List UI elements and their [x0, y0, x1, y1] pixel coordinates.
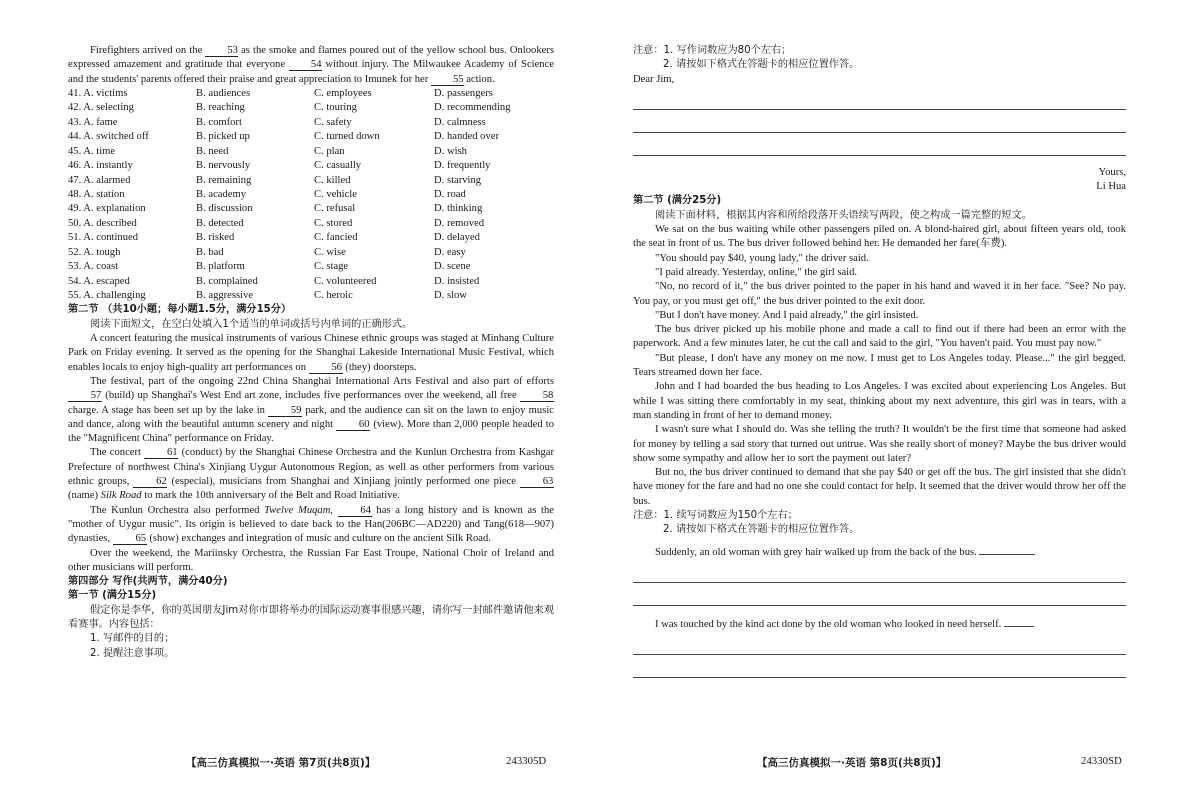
story-paragraph: "But I don't have money. And I paid already," the girl insisted. — [655, 309, 919, 321]
grammar-paragraph-5: Over the weekend, the Mariinsky Orchestra, the Russian Far East Troupe, National Choir of Ireland and other musicians will perform. — [68, 547, 554, 573]
writing-prompt: 假定你是李华，你的英国朋友Jim对你市即将举办的国际运动赛事很感兴趣，请你写一封邮件邀请他来观看赛事。内容包括： — [68, 604, 555, 630]
section2-heading: 第二节 （共10小题；每小题1.5分，满分15分） — [68, 304, 292, 316]
letter-signature: Li Hua — [1096, 181, 1126, 193]
cloze-options — [68, 87, 554, 304]
option-row-47: 47. A. alarmed B. remaining C. killed D. starving — [68, 174, 482, 186]
note-word-count: 注意：1. 写作词数应为80个左右； — [633, 45, 792, 56]
option-row-41: 41. A. victims B. audiences C. employees D. passengers — [68, 87, 493, 99]
blank-61: 61 — [144, 447, 178, 459]
option-row-52: 52. A. tough B. bad C. wise D. easy — [68, 246, 466, 258]
writing-item-2: 2. 提醒注意事项。 — [90, 647, 175, 659]
note-continuation-count: 注意：1. 续写词数应为150个左右； — [633, 510, 798, 522]
page-right — [633, 44, 1126, 678]
blank-54: 54 — [289, 59, 322, 71]
story-paragraph: But no, the bus driver continued to demand that she pay $40 or get off the bus. The girl insisted that she didn't have money for the fare and had no one she could contact for help. It seemed that the driver would throw her off the bus. — [633, 467, 1126, 507]
story-paragraph: We sat on the bus waiting while other passengers piled on. A blond-haired girl, about fifteen years old, took the seat in front of us. The bus driver followed behind her. He demanded her fare(车费). — [633, 224, 1126, 250]
story-paragraph: "But please, I don't have any money on me now. I must get to Los Angeles today. Please..." the girl begged. Tears streamed down her face. — [633, 352, 1126, 379]
continuation-start-2: I was touched by the kind act done by the old woman who looked in need herself. — [633, 618, 1126, 632]
section2-instruction: 阅读下面短文，在空白处填入1个适当的单词或括号内单词的正确形式。 — [90, 318, 413, 330]
grammar-paragraph-4: The Kunlun Orchestra also performed Twelve Muqam, 64 has a long history and is known as the "mother of Uygur music". Its origin is believed to date back to the Han(206BC—AD220) and Tang(618—907) dynasties, 65 (show) exchanges and integration of music and culture on the ancient Silk Road. — [68, 504, 554, 545]
option-row-44: 44. A. switched off B. picked up C. turned down D. handed over — [68, 131, 500, 143]
option-row-48: 48. A. station B. academy C. vehicle D. road — [68, 188, 466, 200]
blank-59: 59 — [268, 405, 302, 417]
story-paragraph: I wasn't sure what I should do. Was she telling the truth? It wouldn't be the first time that someone had asked for money by telling a sad story that turned out untrue. Was she really short of money? Maybe the bus driver would show some sympathy and allow her to sort the payment out later? — [633, 424, 1126, 464]
grammar-paragraph-2: The festival, part of the ongoing 22nd China Shanghai International Arts Festival and also part of efforts 57 (build) up Shanghai's West End art zone, includes five performances over the weekend, all free 58 charge. A stage has been set up by the lake in 59 park, and the audience can sit on the lawn to enjoy music and dance, along with the beautiful autumn scenery and night 60 (view). More than 2,000 people headed to the "Magnificent China" performance on Friday. — [68, 375, 554, 445]
blank-65: 65 — [113, 533, 147, 545]
story-paragraph: "No, no record of it," the bus driver pointed to the paper in his hand and waved it in her face. "See? No pay. You pay, or you must get off," the bus driver pointed to the exit door. — [633, 281, 1126, 307]
option-row-43: 43. A. fame B. comfort C. safety D. calmness — [68, 116, 486, 128]
note-format: 2. 请按如下格式在答题卡的相应位置作答。 — [663, 59, 860, 71]
writing-section2-instruction: 阅读下面材料，根据其内容和所给段落开头语续写两段，使之构成一篇完整的短文。 — [655, 209, 1032, 221]
page-code-right: 24330SD — [1081, 755, 1122, 767]
page-left — [68, 44, 554, 661]
option-row-54: 54. A. escaped B. complained C. volunteered D. insisted — [68, 275, 480, 287]
writing-section1-heading: 第一节 (满分15分) — [68, 590, 157, 602]
option-row-50: 50. A. described B. detected C. stored D. removed — [68, 217, 485, 229]
writing-section2-heading: 第二节 (满分25分) — [633, 195, 722, 207]
story-paragraph: John and I had boarded the bus heading to Los Angeles. I was excited about experiencing Los Angeles. But while I was sitting there comfortably in my seat, thinking about my next adventure, this girl was in tears, with a man standing in front of her to demand money. — [633, 381, 1126, 421]
option-row-45: 45. A. time B. need C. plan D. wish — [68, 145, 467, 157]
letter-closing: Yours, — [1098, 166, 1126, 178]
blank-62: 62 — [133, 476, 167, 488]
option-row-53: 53. A. coast B. platform C. stage D. scene — [68, 261, 471, 273]
letter-greeting: Dear Jim, — [633, 73, 675, 85]
blank-64: 64 — [338, 505, 372, 517]
story-paragraph: The bus driver picked up his mobile phone and made a call to find out if there had been an error with the paperwork. And a few minutes later, he cut the call and said to the girl, "You haven't paid. You must pay now." — [633, 324, 1126, 350]
footer-left: 【高三仿真模拟一·英语 第7页(共8页)】 243305D — [186, 755, 547, 769]
option-row-55: 55. A. challenging B. aggressive C. heroic D. slow — [68, 290, 467, 302]
option-row-46: 46. A. instantly B. nervously C. casually D. frequently — [68, 160, 491, 172]
answer-line — [633, 677, 1126, 678]
blank-53: 53 — [205, 45, 238, 57]
blank-63: 63 — [520, 476, 554, 488]
blank-58: 58 — [520, 390, 554, 402]
option-row-49: 49. A. explanation B. discussion C. refusal D. thinking — [68, 203, 483, 215]
writing-item-1: 1. 写邮件的目的； — [90, 633, 175, 645]
note-continuation-format: 2. 请按如下格式在答题卡的相应位置作答。 — [663, 524, 860, 536]
story-paragraph: "You should pay $40, young lady," the driver said. — [655, 252, 869, 264]
grammar-paragraph-3: The concert 61 (conduct) by the Shanghai Chinese Orchestra and the Kunlun Orchestra from Kashgar Prefecture of northwest China's Xinjiang Uygur Autonomous Region, as well as other performers from various ethnic groups, 62 (especial), musicians from Shanghai and Xinjiang jointly performed one piece 63 (name) Silk Road to mark the 10th anniversary of the Belt and Road Initiative. — [68, 447, 554, 502]
option-row-42: 42. A. selecting B. reaching C. touring D. recommending — [68, 102, 511, 114]
option-row-51: 51. A. continued B. risked C. fancied D. delayed — [68, 232, 480, 244]
page-code-left: 243305D — [506, 755, 547, 767]
blank-55: 55 — [431, 74, 464, 86]
blank-56: 56 — [309, 362, 343, 374]
blank-60: 60 — [336, 419, 370, 431]
blank-57: 57 — [68, 390, 102, 402]
cloze-closing-paragraph: Firefighters arrived on the 53 as the smoke and flames poured out of the yellow school bus. Onlookers expressed amazement and gratitude that everyone 54 without injury. The Milwaukee Academy of Science and the students' parents offered their praise and great appreciation to Imunek for her 55 action. — [68, 45, 554, 85]
footer-right: 【高三仿真模拟一·英语 第8页(共8页)】 24330SD — [757, 755, 1122, 769]
continuation-start-1: Suddenly, an old woman with grey hair walked up from the back of the bus. — [633, 546, 1126, 560]
story-paragraph: "I paid already. Yesterday, online," the girl said. — [655, 266, 858, 278]
grammar-paragraph-1: A concert featuring the musical instruments of various Chinese ethnic groups was staged at Minhang Culture Park on Friday evening. It served as the opening for the Shanghai Lakeside International Music Festival, which enables locals to enjoy high-quality art performances on 56 (they) doorsteps. — [68, 333, 554, 373]
part4-heading: 第四部分 写作(共两节，满分40分) — [68, 576, 228, 588]
